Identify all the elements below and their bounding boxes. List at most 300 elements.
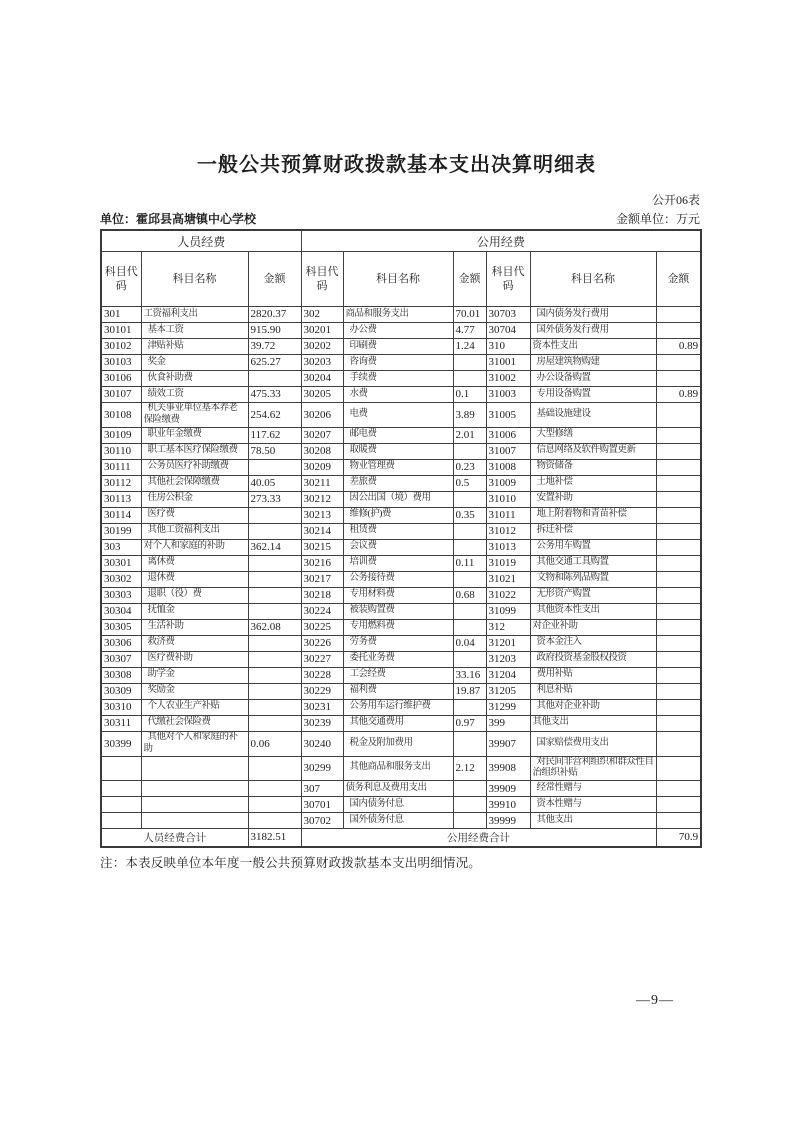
subject-code-cell: 31019 — [486, 555, 530, 571]
subject-name-cell: 国外债务发行费用 — [530, 323, 656, 339]
subject-name-cell: 职工基本医疗保险缴费 — [141, 443, 248, 459]
amount-cell — [656, 571, 701, 587]
subject-code-cell: 30224 — [301, 603, 343, 619]
amount-cell — [248, 715, 301, 731]
subject-name-cell: 国外债务付息 — [343, 813, 453, 829]
amount-cell — [248, 587, 301, 603]
subject-code-cell: 31007 — [486, 443, 530, 459]
subject-name-cell — [141, 797, 248, 813]
subject-code-cell: 30231 — [301, 699, 343, 715]
amount-cell — [656, 667, 701, 683]
table-row — [101, 555, 701, 571]
subject-code-cell: 30218 — [301, 587, 343, 603]
table-row — [101, 651, 701, 667]
amount-cell: 2.12 — [453, 756, 486, 781]
subject-code-cell: 31009 — [486, 475, 530, 491]
amount-cell — [656, 715, 701, 731]
subject-code-cell: 30103 — [101, 355, 141, 371]
subject-name-cell: 咨询费 — [343, 355, 453, 371]
amount-cell: 0.97 — [453, 715, 486, 731]
table-row — [101, 459, 701, 475]
subject-code-cell: 31003 — [486, 387, 530, 403]
amount-cell: 362.14 — [248, 539, 301, 555]
subject-code-cell: 30239 — [301, 715, 343, 731]
subject-name-cell — [141, 813, 248, 829]
subject-code-cell: 30208 — [301, 443, 343, 459]
subject-name-cell: 专用燃料费 — [343, 619, 453, 635]
table-row — [101, 307, 701, 323]
table-row — [101, 491, 701, 507]
subject-code-cell: 31006 — [486, 427, 530, 443]
subject-name-cell: 退职（役）费 — [141, 587, 248, 603]
subject-code-cell: 31021 — [486, 571, 530, 587]
table-row — [101, 603, 701, 619]
subject-code-cell: 39907 — [486, 731, 530, 756]
subject-code-cell: 31011 — [486, 507, 530, 523]
subject-name-cell: 其他支出 — [530, 813, 656, 829]
table-row — [101, 619, 701, 635]
subject-name-cell: 政府投资基金股权投资 — [530, 651, 656, 667]
subject-code-cell: 30206 — [301, 403, 343, 428]
personnel-total-value: 3182.51 — [248, 829, 301, 847]
amount-cell — [656, 491, 701, 507]
subject-code-cell: 30114 — [101, 507, 141, 523]
subject-name-cell: 资本性支出 — [530, 339, 656, 355]
table-row — [101, 756, 701, 781]
amount-cell — [656, 619, 701, 635]
group-header-row — [101, 230, 701, 252]
subject-name-cell: 个人农业生产补贴 — [141, 699, 248, 715]
subject-name-cell: 物资储备 — [530, 459, 656, 475]
amount-cell — [656, 699, 701, 715]
subject-code-cell: 30207 — [301, 427, 343, 443]
amount-cell: 0.04 — [453, 635, 486, 651]
amount-unit-label: 金额单位：万元 — [615, 212, 700, 226]
subject-code-cell: 30304 — [101, 603, 141, 619]
subject-name-cell: 经常性赠与 — [530, 781, 656, 797]
subject-code-cell: 30303 — [101, 587, 141, 603]
amount-cell — [656, 355, 701, 371]
amount-cell: 0.23 — [453, 459, 486, 475]
subject-code-cell — [101, 813, 141, 829]
amount-cell: 0.35 — [453, 507, 486, 523]
amount-cell: 33.16 — [453, 667, 486, 683]
subject-code-cell: 39999 — [486, 813, 530, 829]
subject-name-cell: 无形资产购置 — [530, 587, 656, 603]
subject-code-cell: 30309 — [101, 683, 141, 699]
table-row — [101, 797, 701, 813]
subject-name-cell: 资本性赠与 — [530, 797, 656, 813]
table-row — [101, 475, 701, 491]
amount-cell — [453, 699, 486, 715]
column-header-row — [101, 252, 701, 307]
table-row — [101, 539, 701, 555]
subject-code-cell: 30101 — [101, 323, 141, 339]
table-row — [101, 587, 701, 603]
subject-code-cell: 31013 — [486, 539, 530, 555]
amount-cell — [656, 307, 701, 323]
subject-code-cell: 30202 — [301, 339, 343, 355]
subject-code-cell: 30216 — [301, 555, 343, 571]
amount-cell — [453, 355, 486, 371]
table-row — [101, 387, 701, 403]
subject-code-cell: 31012 — [486, 523, 530, 539]
subject-code-cell: 30704 — [486, 323, 530, 339]
amount-cell — [248, 651, 301, 667]
subject-name-cell: 资本金注入 — [530, 635, 656, 651]
table-row — [101, 339, 701, 355]
subject-name-cell — [141, 781, 248, 797]
amount-cell — [656, 523, 701, 539]
subject-name-cell: 生活补助 — [141, 619, 248, 635]
page-title: 一般公共预算财政拨款基本支出决算明细表 — [197, 154, 596, 176]
subject-code-cell: 31008 — [486, 459, 530, 475]
subject-name-cell: 职业年金缴费 — [141, 427, 248, 443]
subject-name-cell: 医疗费 — [141, 507, 248, 523]
amount-cell: 625.27 — [248, 355, 301, 371]
amount-cell — [248, 667, 301, 683]
subject-code-cell: 30399 — [101, 731, 141, 756]
amount-cell — [656, 507, 701, 523]
table-row — [101, 403, 701, 428]
subject-name-cell: 抚恤金 — [141, 603, 248, 619]
amount-cell — [656, 403, 701, 428]
subject-code-cell: 30226 — [301, 635, 343, 651]
amount-cell — [656, 797, 701, 813]
group-header-personnel: 人员经费 — [101, 230, 301, 252]
table-row — [101, 699, 701, 715]
subject-code-cell: 31299 — [486, 699, 530, 715]
subject-name-cell: 专用设备购置 — [530, 387, 656, 403]
subject-code-cell: 30229 — [301, 683, 343, 699]
amount-cell — [656, 459, 701, 475]
subject-code-cell: 30301 — [101, 555, 141, 571]
amount-cell: 2820.37 — [248, 307, 301, 323]
subject-name-cell: 救济费 — [141, 635, 248, 651]
subject-code-cell: 30227 — [301, 651, 343, 667]
amount-cell: 0.5 — [453, 475, 486, 491]
amount-cell — [656, 813, 701, 829]
subject-code-cell: 30305 — [101, 619, 141, 635]
amount-cell: 1.24 — [453, 339, 486, 355]
col-header-code: 科目代码 — [301, 252, 343, 307]
amount-cell — [656, 651, 701, 667]
table-row — [101, 427, 701, 443]
table-row — [101, 523, 701, 539]
subject-code-cell: 30209 — [301, 459, 343, 475]
subject-code-cell: 310 — [486, 339, 530, 355]
unit-label: 单位：霍邱县高塘镇中心学校 — [100, 212, 257, 226]
form-code-label: 公开06表 — [651, 193, 700, 207]
subject-code-cell: 30310 — [101, 699, 141, 715]
subject-name-cell: 其他对企业补助 — [530, 699, 656, 715]
amount-cell — [656, 781, 701, 797]
subject-name-cell: 基础设施建设 — [530, 403, 656, 428]
table-row — [101, 355, 701, 371]
table-row — [101, 635, 701, 651]
subject-name-cell: 差旅费 — [343, 475, 453, 491]
col-header-amount: 金额 — [656, 252, 701, 307]
subject-code-cell: 301 — [101, 307, 141, 323]
col-header-name: 科目名称 — [530, 252, 656, 307]
amount-cell — [656, 731, 701, 756]
table-body — [101, 307, 701, 829]
subject-code-cell: 30299 — [301, 756, 343, 781]
amount-cell — [453, 603, 486, 619]
amount-cell: 78.50 — [248, 443, 301, 459]
amount-cell — [453, 523, 486, 539]
amount-cell: 117.62 — [248, 427, 301, 443]
table-row — [101, 715, 701, 731]
subject-name-cell: 奖金 — [141, 355, 248, 371]
subject-name-cell: 地上附着物和青苗补偿 — [530, 507, 656, 523]
amount-cell — [656, 635, 701, 651]
subject-code-cell: 303 — [101, 539, 141, 555]
subject-code-cell — [101, 781, 141, 797]
subject-code-cell: 30109 — [101, 427, 141, 443]
amount-cell: 3.89 — [453, 403, 486, 428]
subject-name-cell: 对企业补助 — [530, 619, 656, 635]
subject-code-cell: 30201 — [301, 323, 343, 339]
subject-name-cell: 租赁费 — [343, 523, 453, 539]
amount-cell — [453, 797, 486, 813]
table-footer — [101, 829, 701, 847]
amount-cell — [453, 491, 486, 507]
subject-code-cell: 31001 — [486, 355, 530, 371]
amount-cell — [656, 371, 701, 387]
subject-name-cell: 专用材料费 — [343, 587, 453, 603]
subject-name-cell: 公务接待费 — [343, 571, 453, 587]
table-row — [101, 507, 701, 523]
subject-name-cell: 其他社会保障缴费 — [141, 475, 248, 491]
subject-name-cell: 离休费 — [141, 555, 248, 571]
subject-name-cell: 工会经费 — [343, 667, 453, 683]
amount-cell — [656, 323, 701, 339]
subject-code-cell: 30311 — [101, 715, 141, 731]
subject-name-cell: 医疗费补助 — [141, 651, 248, 667]
table-row — [101, 371, 701, 387]
subject-code-cell: 39908 — [486, 756, 530, 781]
subject-name-cell: 其他支出 — [530, 715, 656, 731]
amount-cell — [248, 699, 301, 715]
subject-name-cell: 代缴社会保险费 — [141, 715, 248, 731]
col-header-code: 科目代码 — [486, 252, 530, 307]
subject-code-cell: 30225 — [301, 619, 343, 635]
subject-name-cell: 商品和服务支出 — [343, 307, 453, 323]
amount-cell: 40.05 — [248, 475, 301, 491]
amount-cell — [453, 651, 486, 667]
public-total-value: 70.9 — [656, 829, 701, 847]
subject-name-cell: 绩效工资 — [141, 387, 248, 403]
amount-cell — [248, 603, 301, 619]
amount-cell: 39.72 — [248, 339, 301, 355]
amount-cell — [248, 371, 301, 387]
subject-name-cell: 退休费 — [141, 571, 248, 587]
subject-code-cell: 30302 — [101, 571, 141, 587]
subject-name-cell: 其他资本性支出 — [530, 603, 656, 619]
table-row — [101, 443, 701, 459]
amount-cell — [453, 571, 486, 587]
subject-name-cell: 维修(护)费 — [343, 507, 453, 523]
subject-name-cell: 印刷费 — [343, 339, 453, 355]
subject-name-cell: 因公出国（境）费用 — [343, 491, 453, 507]
subject-code-cell: 30213 — [301, 507, 343, 523]
subject-code-cell: 30205 — [301, 387, 343, 403]
subject-name-cell: 电费 — [343, 403, 453, 428]
subject-code-cell: 30111 — [101, 459, 141, 475]
amount-cell: 475.33 — [248, 387, 301, 403]
subject-code-cell: 31204 — [486, 667, 530, 683]
meta-line — [100, 210, 700, 227]
col-header-amount: 金额 — [248, 252, 301, 307]
amount-cell — [453, 731, 486, 756]
subject-code-cell: 30112 — [101, 475, 141, 491]
amount-cell: 254.62 — [248, 403, 301, 428]
subject-code-cell: 31002 — [486, 371, 530, 387]
subject-code-cell: 30701 — [301, 797, 343, 813]
amount-cell: 0.1 — [453, 387, 486, 403]
subject-name-cell: 公务用车运行维护费 — [343, 699, 453, 715]
subject-code-cell: 30203 — [301, 355, 343, 371]
subject-name-cell: 办公设备购置 — [530, 371, 656, 387]
subject-name-cell: 对个人和家庭的补助 — [141, 539, 248, 555]
amount-cell — [248, 459, 301, 475]
subject-code-cell: 30102 — [101, 339, 141, 355]
amount-cell — [453, 619, 486, 635]
subject-code-cell: 30107 — [101, 387, 141, 403]
amount-cell: 19.87 — [453, 683, 486, 699]
subject-name-cell: 劳务费 — [343, 635, 453, 651]
subject-code-cell: 30110 — [101, 443, 141, 459]
content-area — [100, 191, 700, 871]
subject-code-cell: 302 — [301, 307, 343, 323]
page-number: —9— — [636, 993, 674, 1008]
table-row — [101, 731, 701, 756]
table-row — [101, 667, 701, 683]
subject-name-cell: 邮电费 — [343, 427, 453, 443]
subject-code-cell: 30217 — [301, 571, 343, 587]
amount-cell — [453, 443, 486, 459]
subject-code-cell: 31201 — [486, 635, 530, 651]
subject-name-cell: 手续费 — [343, 371, 453, 387]
subject-name-cell: 安置补助 — [530, 491, 656, 507]
amount-cell — [656, 603, 701, 619]
subject-name-cell: 会议费 — [343, 539, 453, 555]
amount-cell: 70.01 — [453, 307, 486, 323]
subject-name-cell — [141, 756, 248, 781]
subject-name-cell: 机关事业单位基本养老保险缴费 — [141, 403, 248, 428]
subject-name-cell: 文物和陈列品购置 — [530, 571, 656, 587]
subject-code-cell: 30211 — [301, 475, 343, 491]
amount-cell: 4.77 — [453, 323, 486, 339]
footnote: 注：本表反映单位本年度一般公共预算财政拨款基本支出明细情况。 — [100, 855, 482, 870]
subject-code-cell: 39910 — [486, 797, 530, 813]
amount-cell: 0.68 — [453, 587, 486, 603]
subject-name-cell: 物业管理费 — [343, 459, 453, 475]
amount-cell — [656, 427, 701, 443]
subject-name-cell: 办公费 — [343, 323, 453, 339]
subject-name-cell: 住房公积金 — [141, 491, 248, 507]
col-header-name: 科目名称 — [141, 252, 248, 307]
subject-code-cell: 30228 — [301, 667, 343, 683]
subject-name-cell: 助学金 — [141, 667, 248, 683]
subject-name-cell: 税金及附加费用 — [343, 731, 453, 756]
subject-code-cell: 30240 — [301, 731, 343, 756]
subject-name-cell: 津贴补贴 — [141, 339, 248, 355]
subject-code-cell: 31205 — [486, 683, 530, 699]
subject-code-cell: 30703 — [486, 307, 530, 323]
group-header-public: 公用经费 — [301, 230, 701, 252]
subject-name-cell: 被装购置费 — [343, 603, 453, 619]
subject-code-cell: 31005 — [486, 403, 530, 428]
amount-cell — [248, 507, 301, 523]
subject-name-cell: 土地补偿 — [530, 475, 656, 491]
subject-name-cell: 利息补贴 — [530, 683, 656, 699]
subject-code-cell: 399 — [486, 715, 530, 731]
public-total-label: 公用经费合计 — [301, 829, 656, 847]
subject-name-cell: 国家赔偿费用支出 — [530, 731, 656, 756]
table-row — [101, 571, 701, 587]
col-header-name: 科目名称 — [343, 252, 453, 307]
amount-cell — [248, 756, 301, 781]
subject-name-cell: 其他交通费用 — [343, 715, 453, 731]
subject-code-cell: 30108 — [101, 403, 141, 428]
table-row — [101, 323, 701, 339]
subject-code-cell: 30306 — [101, 635, 141, 651]
amount-cell — [656, 756, 701, 781]
subject-code-cell: 30212 — [301, 491, 343, 507]
amount-cell: 915.90 — [248, 323, 301, 339]
subject-name-cell: 公务用车购置 — [530, 539, 656, 555]
subject-code-cell: 30308 — [101, 667, 141, 683]
subject-code-cell: 30702 — [301, 813, 343, 829]
subject-name-cell: 奖励金 — [141, 683, 248, 699]
subject-code-cell: 30214 — [301, 523, 343, 539]
table-row — [101, 683, 701, 699]
subject-code-cell: 30307 — [101, 651, 141, 667]
subject-name-cell: 其他工资福利支出 — [141, 523, 248, 539]
subject-name-cell: 伙食补助费 — [141, 371, 248, 387]
subject-code-cell: 30106 — [101, 371, 141, 387]
amount-cell — [248, 797, 301, 813]
subject-code-cell: 31203 — [486, 651, 530, 667]
amount-cell — [248, 571, 301, 587]
table-row — [101, 813, 701, 829]
subject-name-cell: 水费 — [343, 387, 453, 403]
amount-cell — [656, 555, 701, 571]
subject-name-cell: 信息网络及软件购置更新 — [530, 443, 656, 459]
subject-name-cell: 工资福利支出 — [141, 307, 248, 323]
amount-cell — [248, 555, 301, 571]
subject-code-cell: 30199 — [101, 523, 141, 539]
amount-cell: 362.08 — [248, 619, 301, 635]
amount-cell — [453, 371, 486, 387]
subject-name-cell: 房屋建筑物购建 — [530, 355, 656, 371]
amount-cell — [248, 781, 301, 797]
subject-name-cell: 国内债务发行费用 — [530, 307, 656, 323]
amount-cell: 0.89 — [656, 387, 701, 403]
col-header-code: 科目代码 — [101, 252, 141, 307]
amount-cell — [248, 683, 301, 699]
subject-name-cell: 费用补贴 — [530, 667, 656, 683]
subject-name-cell: 对民间非营利组织和群众性自治组织补贴 — [530, 756, 656, 781]
subject-name-cell: 其他对个人和家庭的补助 — [141, 731, 248, 756]
subject-name-cell: 债务利息及费用支出 — [343, 781, 453, 797]
amount-cell — [656, 475, 701, 491]
subject-code-cell: 30215 — [301, 539, 343, 555]
amount-cell: 273.33 — [248, 491, 301, 507]
amount-cell — [453, 781, 486, 797]
